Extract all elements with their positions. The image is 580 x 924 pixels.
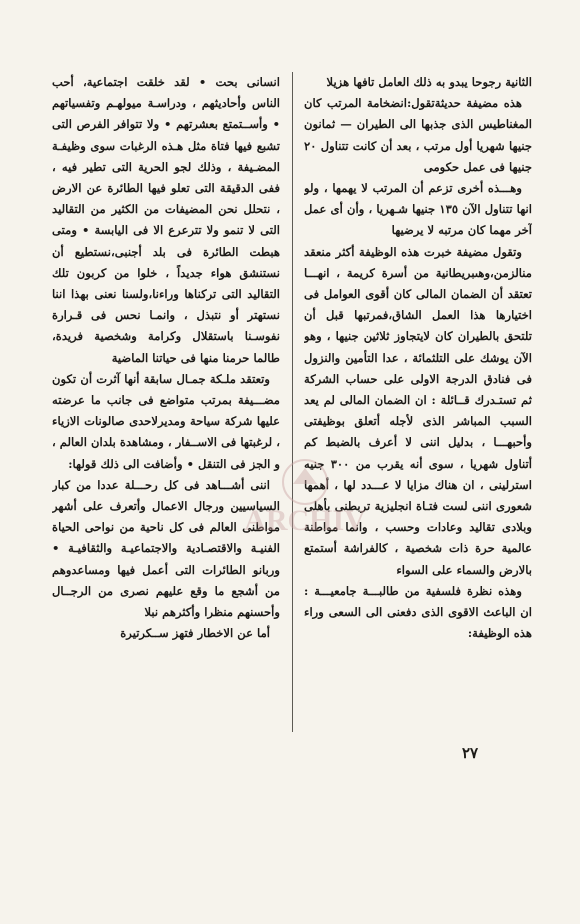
paragraph: وتقول مضيفة خبرت هذه الوظيفة أكثر منعقد منالزمن،وهىبريطانية من أسرة كريمة ، انهـــا تعتقد أن الضمان المالى كان أقوى العوامل فى اختيارها هذا العمل الشاق،فمرتبها قبل أن تلتحق بالطيران كان لايتجاوز ثلاثين جنيها ، وهو الآن يوشك على التلثمائة ، عدا التأمين والنزول فى فنادق الدرجة الاولى على حساب الشركة ثم تستـدرك قــائلة : ان الضمان المالى لم يعد السبب المباشر الذى لأجله أتعلق بوظيفتى وأحبهـــا ، بدليل اننى لا أعرف بالضبط كم أتناول شهريا ، سوى أنه يقرب من ٣٠٠ جنيه استرلينى ، ان هناك مزايا لا عـــدد لها ، أهمها شعورى اننى لست فتـاة انجليزية تربطنى بأهلى وبلادى تقاليد وعادات وحسب ، وانما مواطنة عالمية حرة ذات شخصية ، كالفراشة أستمتع بالارض والسماء على السواء	[304, 244, 532, 577]
column-divider	[292, 72, 293, 732]
text-columns	[52, 72, 532, 732]
svg-text:ARCHIV: ARCHIV	[244, 504, 366, 537]
page-number: ٢٧	[461, 744, 479, 762]
paragraph: اننى أشـــاهد فى كل رحـــلة عددا من كبار السياسيين ورجال الاعمال وأتعرف على أشهر مواطنى العالم فى كل ناحية من نواحى الحياة الفنيـة والاقتصـادية والاجتماعيـة والثقافيـة • وربانو الطائرات التى أعمل فيها ومساعدوهم من أشجع ما وقع عليهم نصرى من الرجــال وأحسنهم منظرا وأكثرهم نبلا	[52, 477, 280, 620]
paragraph: وهذه نظرة فلسفية من طالبـــة جامعيـــة : ان الباعث الاقوى الذى دفعنى الى السعى وراء هذه الوظيفة:	[304, 583, 532, 641]
right-column	[304, 72, 532, 732]
paragraph: هذه مضيفة حديثةتقول:انضخامة المرتب كان المغناطيس الذى جذبها الى الطيران — ثمانون جنيها شهريا أول مرتب ، بعد أن كانت تتناول ٢٠ جنيها فى عمل حكومى	[304, 96, 532, 174]
paragraph: أما عن الاخطار فتهز ســكرتيرة	[120, 626, 270, 641]
paragraph: انسانى بحت • لقد خلقت اجتماعية، أحب الناس وأحاديثهم ، ودراسـة ميولهـم وتفسياتهم • وأســتمتع بعشرتهم • ولا تتوافر الفرص التى تشبع فيها فتاة مثل هـذه الرغبات سوى وظيفـة المضـيفة ، وذلك لجو الحرية التى تطير فيه ، ففى الدقيقة التى تعلو فيها الطائرة عن الارض ، نتحلل نحن المضيفات من الكثير من التقاليد التى لا تنمو ولا تترعرع الا فى اليابسة • ومتى هبطت الطائرة فى بلد أجنبى،نستطيع أن نستنشق هواء جديداً ، خلوا من كربون تلك التقاليد التى تركناها وراءنا،ولسنا نعنى بهذا اننا نستهتر أو نتبذل ، وانمـا نحس فى قـرارة نفوسـنا باستقلال وكرامة وشخصية فريدة، طالما حرمنا منها فى حياتنا الماضية	[52, 75, 280, 365]
paragraph: وتعتقد ملـكة جمـال سابقة أنها آثرت أن تكون مضـــيفة بمرتب متواضع فى جانب ما عرضته عليها شركة سياحة ومديرلاحدى صالونات الازياء ، لرغبتها فى الاســفار ، ومشاهدة بلدان العالم ، و الجز فى التنقل • وأضافت الى ذلك قولها:	[52, 371, 280, 471]
paragraph: الثانية رجوحا يبدو به ذلك العامل تافها هزيلا	[326, 75, 532, 89]
paragraph: وهـــذه أخرى تزعم أن المرتب لا يهمها ، ولو انها تتناول الآن ١٣٥ جنيها شـهريا ، وأن أى عمل آخر مهما كان مرتبه لا يرضيها	[304, 181, 532, 238]
left-column	[52, 72, 280, 732]
